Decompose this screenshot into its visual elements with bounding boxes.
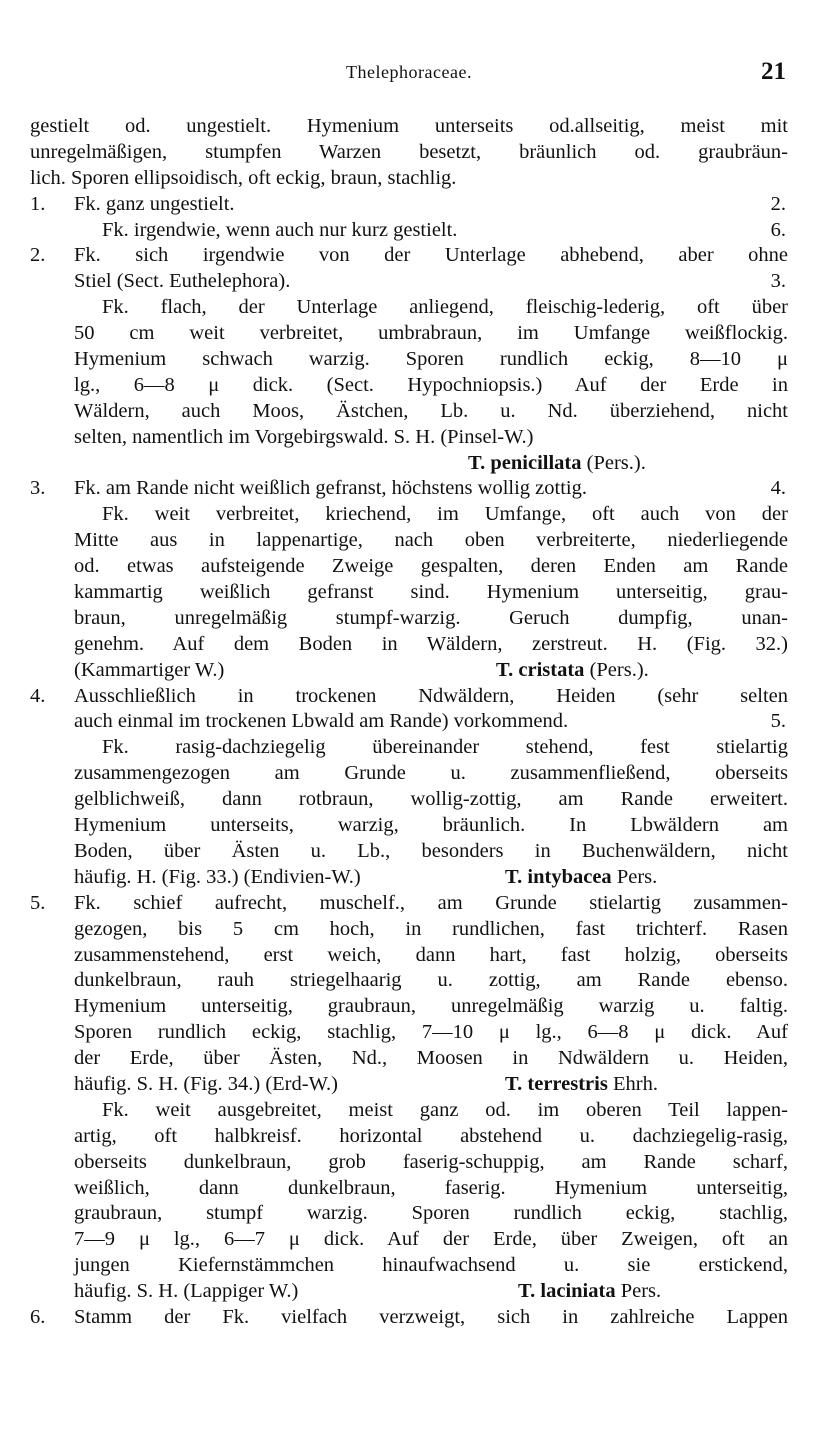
line-text: artig, oft halbkreisf. horizontal abstehend u. dachziegelig-rasig, [74,1124,788,1147]
key-number: 4. [30,684,46,707]
line-text: häufig. S. H. (Fig. 34.) (Erd-W.) [74,1072,338,1095]
key-reference: 5. [770,710,786,733]
page-header [30,58,788,88]
text-line [30,1201,788,1227]
line-text: kammartig weißlich gefranst sind. Hymenium unterseitig, grau- [74,581,788,604]
line-text: 50 cm weit verbreitet, umbrabraun, im Umfange weißflockig. [74,322,788,345]
line-text: Fk. rasig-dachziegelig übereinander stehend, fest stielartig [102,736,788,759]
line-text: Fk. sich irgendwie von der Unterlage abhebend, aber ohne [74,244,788,267]
key-number: 5. [30,891,46,914]
line-text: jungen Kiefernstämmchen hinaufwachsend u. sie erstickend, [74,1254,788,1277]
line-text: Sporen rundlich eckig, stachlig, 7—10 μ lg., 6—8 μ dick. Auf [74,1021,788,1044]
text-line [30,140,788,166]
line-text: zusammenstehend, erst weich, dann hart, fast holzig, oberseits [74,943,788,966]
text-line [30,451,788,477]
line-text: zusammengezogen am Grunde u. zusammenfließend, oberseits [74,762,788,785]
text-line [30,1305,788,1331]
line-text: auch einmal im trockenen Lbwald am Rande) vorkommend. [74,710,569,733]
text-line [30,192,788,218]
text-line [30,865,788,891]
species-binomial: T. terrestris [505,1072,608,1095]
species-binomial: T. penicillata [468,451,582,474]
text-line [30,1279,788,1305]
body-text [30,114,788,1331]
line-text: graubraun, stumpf warzig. Sporen rundlich eckig, stachlig, [74,1202,788,1225]
line-text: dunkelbraun, rauh striegelhaarig u. zottig, am Rande ebenso. [74,969,788,992]
line-text: Hymenium unterseits, warzig, bräunlich. In Lbwäldern am [74,814,788,837]
text-line [30,528,788,554]
line-text: der Erde, über Ästen, Nd., Moosen in Ndwäldern u. Heiden, [74,1047,788,1070]
text-line [30,684,788,710]
text-line [30,295,788,321]
species-author: Pers. [615,1280,662,1303]
line-text: Fk. irgendwie, wenn auch nur kurz gestielt. [102,218,458,241]
text-line [30,658,788,684]
line-text: genehm. Auf dem Boden in Wäldern, zerstreut. H. (Fig. 32.) [74,632,788,655]
line-text: häufig. S. H. (Lappiger W.) [74,1280,299,1303]
line-text: Mitte aus in lappenartige, nach oben verbreiterte, niederliegende [74,529,788,552]
running-head: Thelephoraceae. [346,62,472,82]
line-text: gelblichweiß, dann rotbraun, wollig-zottig, am Rande erweitert. [74,788,788,811]
line-text: gezogen, bis 5 cm hoch, in rundlichen, fast trichterf. Rasen [74,917,788,940]
text-line [30,1124,788,1150]
text-line [30,476,788,502]
line-text: lg., 6—8 μ dick. (Sect. Hypochniopsis.) Auf der Erde in [74,373,788,396]
species-name [496,658,649,684]
key-number: 6. [30,1305,46,1328]
line-text: oberseits dunkelbraun, grob faserig-schuppig, am Rande scharf, [74,1150,788,1173]
line-text: (Kammartiger W.) [74,658,225,681]
species-author: Ehrh. [607,1072,658,1095]
text-line [30,580,788,606]
species-name [468,451,646,477]
text-line [30,813,788,839]
text-line [30,399,788,425]
text-line [30,1046,788,1072]
key-number: 1. [30,192,46,215]
text-line [30,761,788,787]
text-line [30,269,788,295]
text-line [30,839,788,865]
key-number: 2. [30,244,46,267]
line-text: selten, namentlich im Vorgebirgswald. S. H. (Pinsel-W.) [74,425,534,448]
line-text: häufig. H. (Fig. 33.) (Endivien-W.) [74,865,361,888]
text-line [30,554,788,580]
line-text: Fk. am Rande nicht weißlich gefranst, höchstens wollig zottig. [74,477,587,500]
text-line [30,632,788,658]
line-text: Fk. schief aufrecht, muschelf., am Grunde stielartig zusammen- [74,891,788,914]
line-text: Stamm der Fk. vielfach verzweigt, sich in zahlreiche Lappen [74,1305,788,1328]
text-line [30,1227,788,1253]
text-line [30,1098,788,1124]
text-line [30,943,788,969]
key-reference: 2. [770,192,786,215]
text-line [30,166,788,192]
species-author: (Pers.). [584,658,649,681]
line-text: Stiel (Sect. Euthelephora). [74,270,291,293]
line-text: gestielt od. ungestielt. Hymenium unterseits od.allseitig, meist mit [30,115,788,137]
species-binomial: T. intybacea [505,865,612,888]
species-author: (Pers.). [581,451,646,474]
key-number: 3. [30,477,46,500]
text-line [30,968,788,994]
text-line [30,218,788,244]
line-text: weißlich, dann dunkelbraun, faserig. Hymenium unterseitig, [74,1176,788,1199]
text-line [30,1020,788,1046]
line-text: Fk. flach, der Unterlage anliegend, fleischig-lederig, oft über [102,296,788,319]
text-line [30,994,788,1020]
line-text: Fk. weit verbreitet, kriechend, im Umfange, oft auch von der [102,503,788,526]
text-line [30,321,788,347]
species-name [505,865,657,891]
line-text: Wäldern, auch Moos, Ästchen, Lb. u. Nd. überziehend, nicht [74,399,788,422]
key-reference: 3. [770,270,786,293]
text-line [30,787,788,813]
species-name [505,1072,658,1098]
species-author: Pers. [611,865,658,888]
line-text: unregelmäßigen, stumpfen Warzen besetzt, bräunlich od. graubräun- [30,140,788,163]
line-text: Fk. weit ausgebreitet, meist ganz od. im oberen Teil lappen- [102,1098,788,1121]
text-line [30,373,788,399]
text-line [30,1253,788,1279]
line-text: Boden, über Ästen u. Lb., besonders in Buchenwäldern, nicht [74,839,788,862]
line-text: Hymenium schwach warzig. Sporen rundlich eckig, 8—10 μ [74,348,788,371]
text-line [30,1150,788,1176]
text-line [30,1176,788,1202]
text-line [30,347,788,373]
text-line [30,114,788,140]
text-line [30,425,788,451]
text-line [30,243,788,269]
line-text: Ausschließlich in trockenen Ndwäldern, Heiden (sehr selten [74,684,788,707]
line-text: Hymenium unterseitig, graubraun, unregelmäßig warzig u. faltig. [74,995,788,1018]
line-text: lich. Sporen ellipsoidisch, oft eckig, braun, stachlig. [30,166,457,189]
text-line [30,917,788,943]
text-line [30,606,788,632]
text-line [30,1072,788,1098]
line-text: od. etwas aufsteigende Zweige gespalten, deren Enden am Rande [74,555,788,578]
line-text: braun, unregelmäßig stumpf-warzig. Geruch dumpfig, unan- [74,606,788,629]
line-text: Fk. ganz ungestielt. [74,192,235,215]
text-line [30,891,788,917]
species-binomial: T. cristata [496,658,585,681]
species-binomial: T. laciniata [518,1280,616,1303]
text-line [30,709,788,735]
line-text: 7—9 μ lg., 6—7 μ dick. Auf der Erde, über Zweigen, oft an [74,1228,788,1251]
page-number: 21 [761,58,786,85]
text-line [30,735,788,761]
key-reference: 4. [770,477,786,500]
key-reference: 6. [770,218,786,241]
text-line [30,502,788,528]
species-name [518,1279,661,1305]
